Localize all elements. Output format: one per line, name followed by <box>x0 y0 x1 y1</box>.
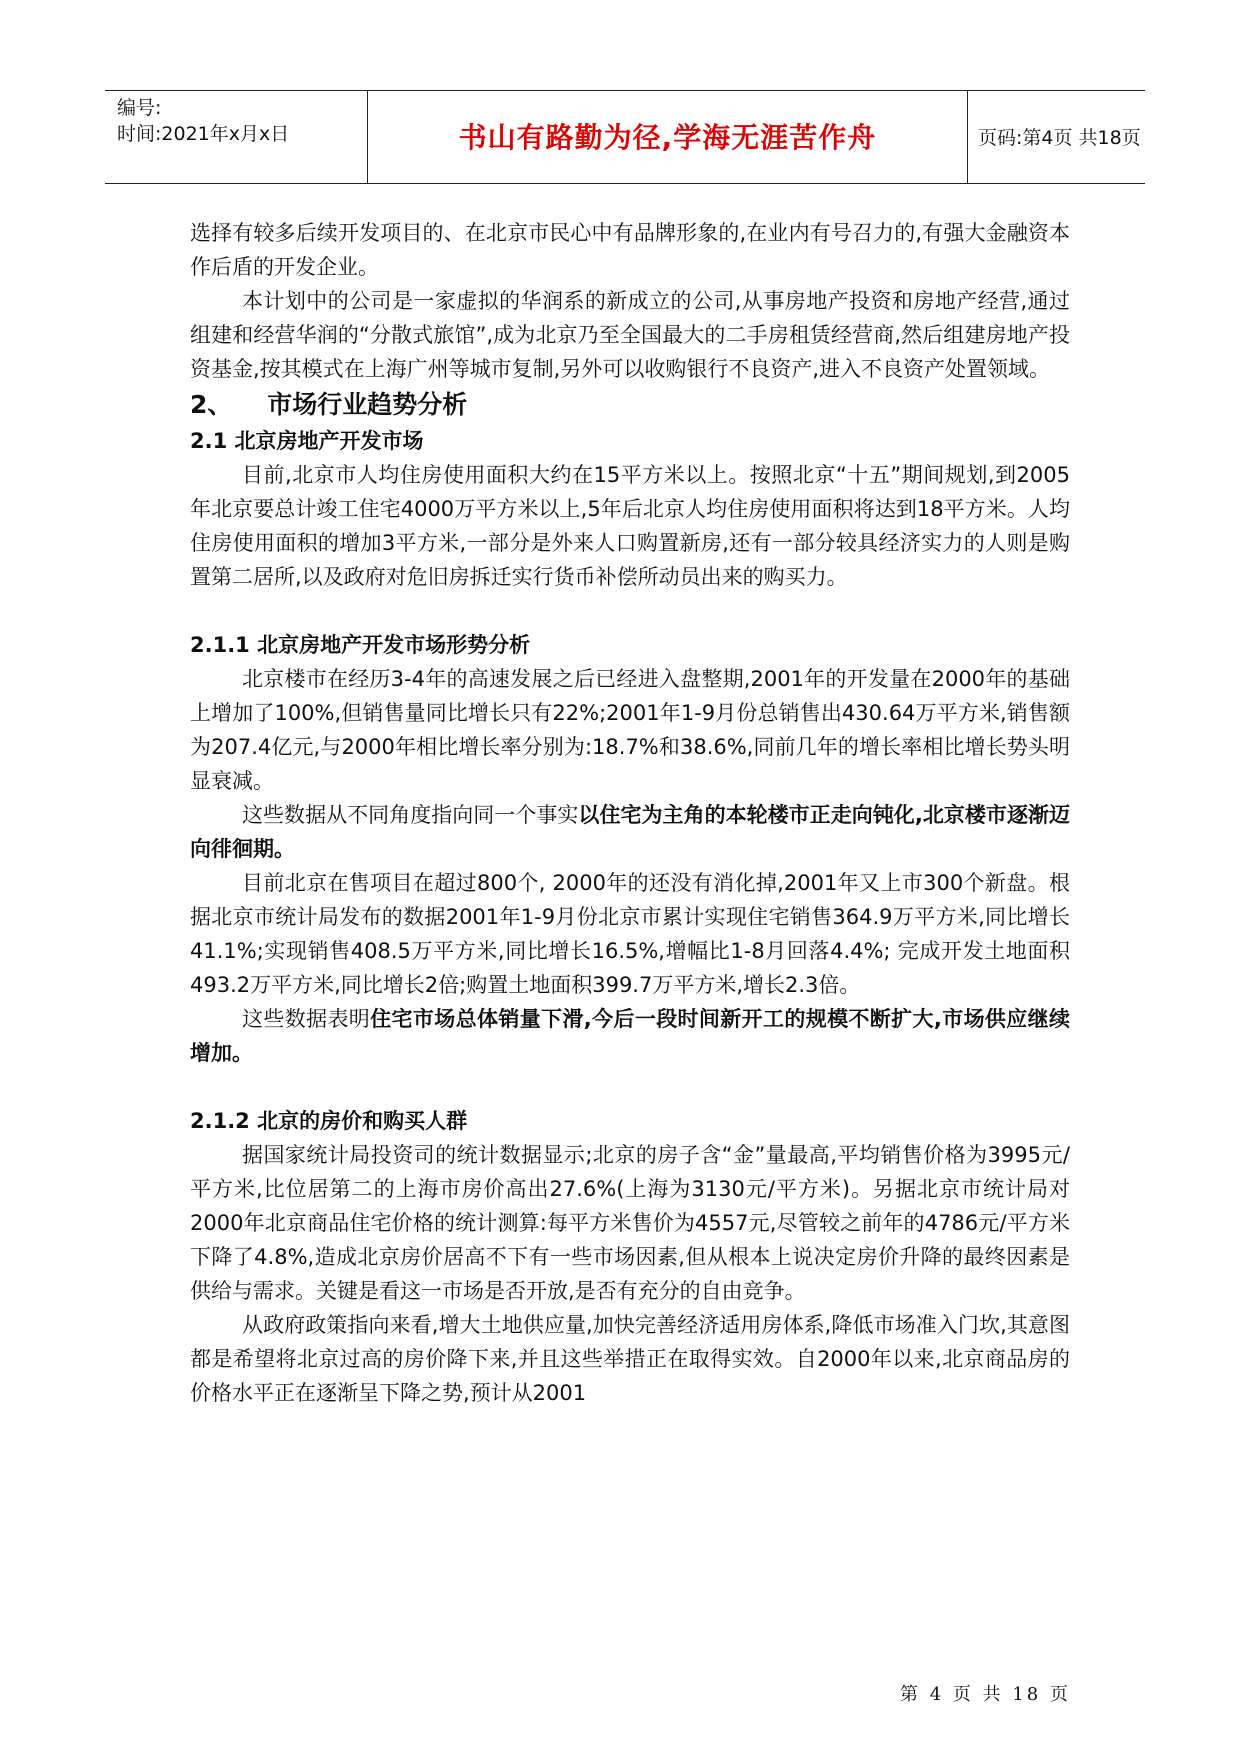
emphasis-text: 住宅市场总体销量下滑,今后一段时间新开工的规模不断扩大,市场供应继续增加。 <box>190 1007 1071 1065</box>
header-meta <box>105 91 368 183</box>
page-header <box>105 90 1145 184</box>
subsection-heading: 2.1 北京房地产开发市场 <box>190 429 424 453</box>
page-footer: 第 4 页 共 18 页 <box>900 1684 1071 1705</box>
paragraph: 北京楼市在经历3-4年的高速发展之后已经进入盘整期,2001年的开发量在2000年的基础上增加了100%,但销售量同比增长只有22%;2001年1-9月份总销售出430.64万平方米,销售额为207.4亿元,与2000年相比增长率分别为:18.7%和38.6%,同前几年的增长率相比增长势头明显衰减。 <box>190 667 1070 793</box>
paragraph <box>190 798 1070 866</box>
header-page-number: 页码:第4页 共18页 <box>978 127 1141 149</box>
paragraph: 选择有较多后续开发项目的、在北京市民心中有品牌形象的,在业内有号召力的,有强大金融资本作后盾的开发企业。 <box>190 221 1070 279</box>
subsection-heading: 2.1.2 北京的房价和购买人群 <box>190 1109 468 1133</box>
paragraph: 本计划中的公司是一家虚拟的华润系的新成立的公司,从事房地产投资和房地产经营,通过组建和经营华润的“分散式旅馆”,成为北京乃至全国最大的二手房租赁经营商,然后组建房地产投资基金,按其模式在上海广州等城市复制,另外可以收购银行不良资产,进入不良资产处置领域。 <box>190 289 1070 381</box>
section-heading: 2、 市场行业趋势分析 <box>190 390 468 419</box>
paragraph: 目前北京在售项目在超过800个, 2000年的还没有消化掉,2001年又上市300个新盘。根据北京市统计局发布的数据2001年1-9月份北京市累计实现住宅销售364.9万平方米,同比增长41.1%;实现销售408.5万平方米,同比增长16.5%,增幅比1-8月回落4.4%; 完成开发土地面积493.2万平方米,同比增长2倍;购置土地面积399.7万平方米,增长2.3倍。 <box>190 871 1070 997</box>
subsection-heading: 2.1.1 北京房地产开发市场形势分析 <box>190 633 531 657</box>
document-number-label: 编号: <box>117 97 162 119</box>
emphasis-text: 以住宅为主角的本轮楼市正走向钝化,北京楼市逐渐迈向徘徊期。 <box>190 803 1070 861</box>
paragraph-text: 这些数据表明 <box>242 1007 371 1031</box>
paragraph: 据国家统计局投资司的统计数据显示;北京的房子含“金”量最高,平均销售价格为3995元/平方米,比位居第二的上海市房价高出27.6%(上海为3130元/平方米)。另据北京市统计局对2000年北京商品住宅价格的统计测算:每平方米售价为4557元,尽管较之前年的4786元/平方米下降了4.8%,造成北京房价居高不下有一些市场因素,但从根本上说决定房价升降的最终因素是供给与需求。关键是看这一市场是否开放,是否有充分的自由竞争。 <box>190 1143 1070 1303</box>
document-body <box>190 216 1070 1410</box>
paragraph: 从政府政策指向来看,增大土地供应量,加快完善经济适用房体系,降低市场准入门坎,其意图都是希望将北京过高的房价降下来,并且这些举措正在取得实效。自2000年以来,北京商品房的价格水平正在逐渐呈下降之势,预计从2001 <box>190 1313 1070 1405</box>
document-time-label: 时间:2021年x月x日 <box>117 123 290 145</box>
header-motto: 书山有路勤为径,学海无涯苦作舟 <box>368 91 968 183</box>
paragraph: 目前,北京市人均住房使用面积大约在15平方米以上。按照北京“十五”期间规划,到2005年北京要总计竣工住宅4000万平方米以上,5年后北京人均住房使用面积将达到18平方米。人均住房使用面积的增加3平方米,一部分是外来人口购置新房,还有一部分较具经济实力的人则是购置第二居所,以及政府对危旧房拆迁实行货币补偿所动员出来的购买力。 <box>190 463 1070 589</box>
paragraph-text: 这些数据从不同角度指向同一个事实 <box>242 803 579 827</box>
paragraph <box>190 1002 1070 1070</box>
